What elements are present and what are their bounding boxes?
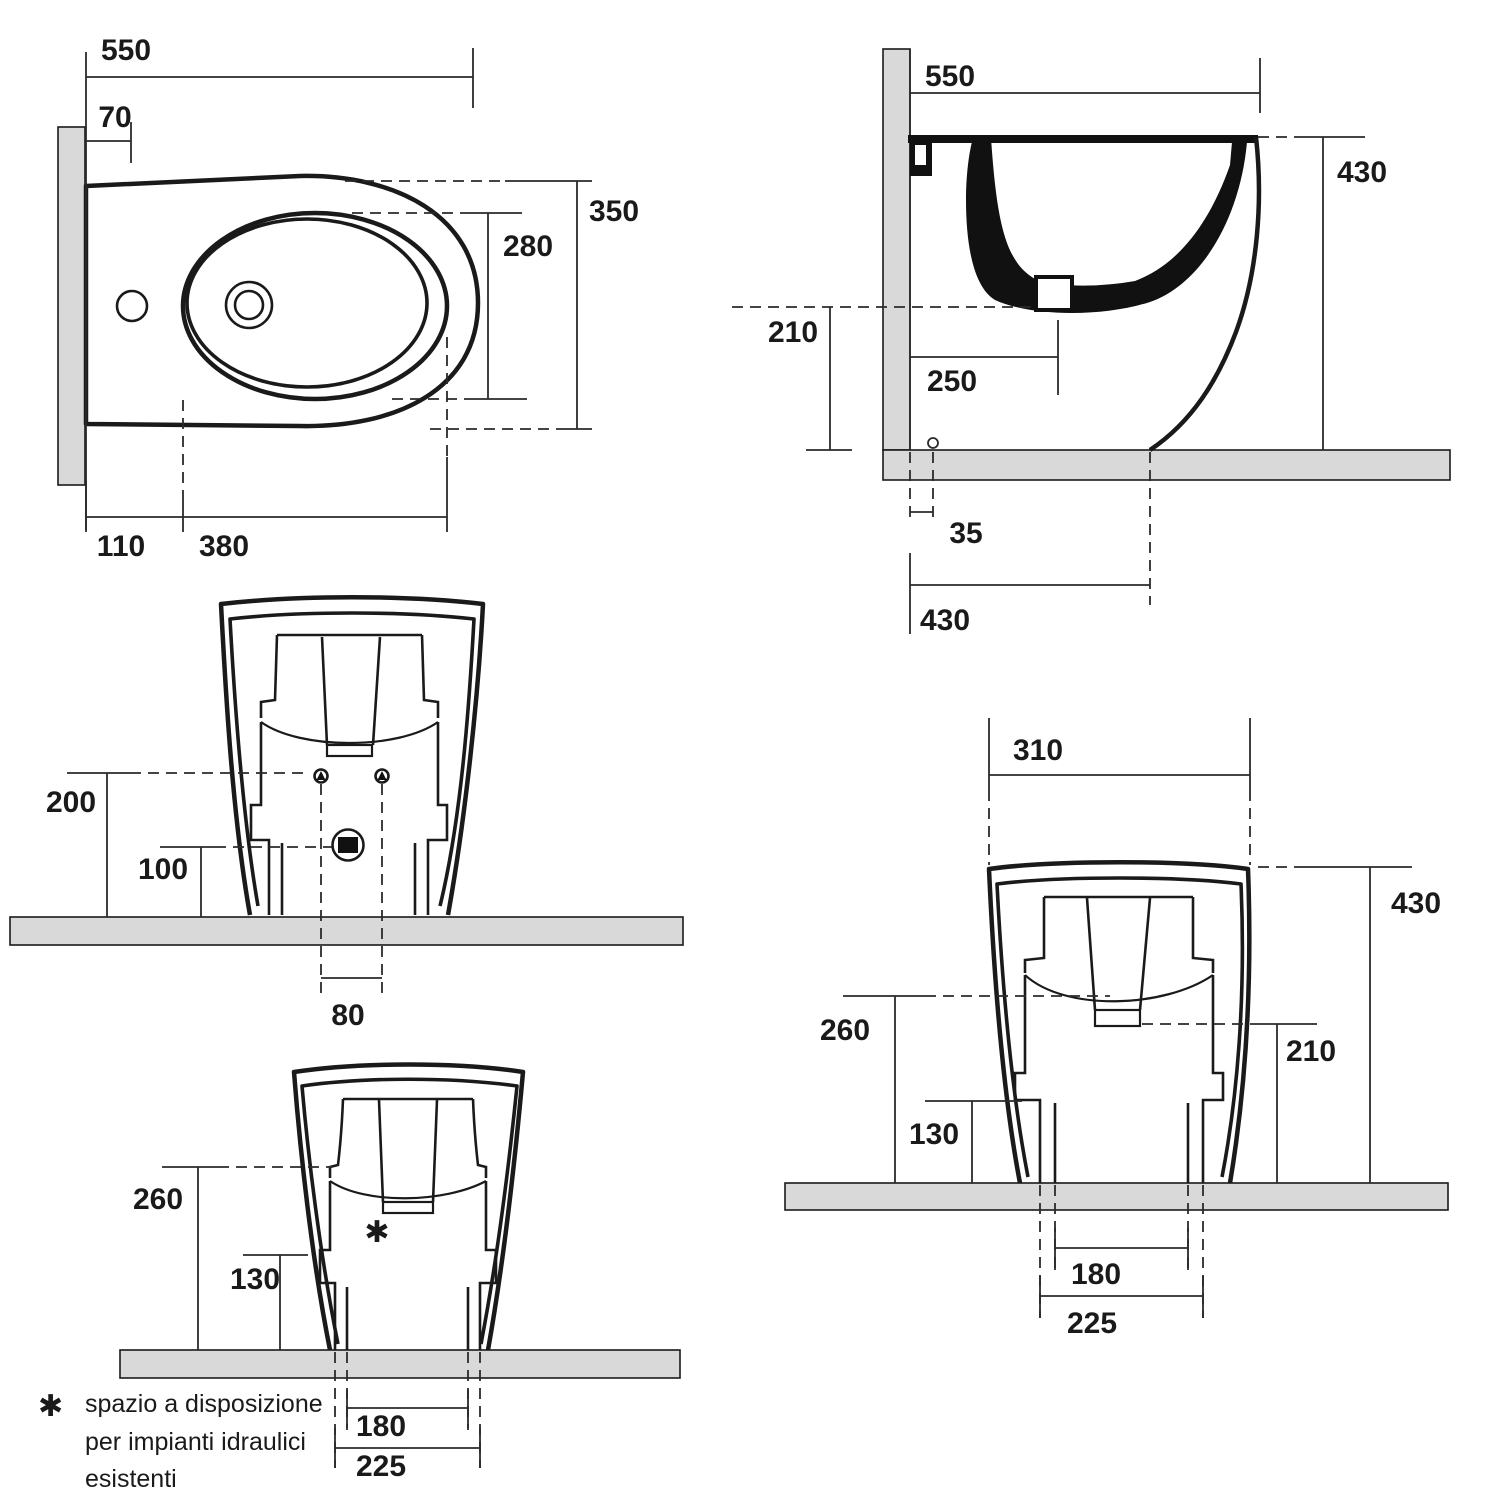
footnote-line1: spazio a disposizione: [85, 1390, 323, 1418]
dim-label-110: 110: [96, 530, 146, 563]
wall-section-side: [883, 49, 910, 450]
bowl-oval: [187, 219, 427, 387]
drain-hole-outer: [226, 282, 272, 328]
back-bracket-slot: [915, 145, 926, 165]
dim-label-210-right: 210: [1285, 1035, 1337, 1068]
drain-outlet-section: [1036, 277, 1072, 310]
wall-section-plan: [58, 127, 85, 485]
dim-label-130-left: 130: [229, 1263, 281, 1296]
dim-label-550-side: 550: [924, 60, 976, 93]
drain-square-rear: [338, 837, 358, 853]
footnote-marker: ✱: [38, 1389, 64, 1424]
plan-view: [58, 34, 639, 563]
floor-section-front-right: [785, 1183, 1448, 1210]
dim-200-group: [67, 773, 310, 917]
drain-hole-inner: [235, 291, 263, 319]
bowl-wall-section: [966, 138, 1247, 313]
dim-label-225-right: 225: [1066, 1307, 1118, 1340]
dim-label-430-depth: 430: [919, 604, 971, 637]
dim-label-310: 310: [1012, 734, 1064, 767]
floor-section-side: [883, 450, 1450, 480]
rim-oval: [183, 213, 447, 399]
inner-column-front-right: [1015, 897, 1223, 1183]
vessel-inner-front-right: [997, 878, 1242, 1177]
dim-label-80: 80: [331, 999, 365, 1032]
dim-label-35: 35: [949, 517, 983, 550]
faucet-hole: [117, 291, 147, 321]
floor-section-rear: [10, 917, 683, 945]
dim-label-550-plan: 550: [100, 34, 152, 67]
plumbing-space-marker: ✱: [364, 1215, 390, 1250]
floor-section-front-left: [120, 1350, 680, 1378]
dim-110-380-group: [86, 337, 447, 532]
front-view-right: [785, 718, 1448, 1340]
dim-label-430-height: 430: [1336, 156, 1388, 189]
dim-label-200: 200: [45, 786, 97, 819]
dim-80-group: [321, 784, 382, 1000]
dim-430-right-group: [1258, 867, 1412, 1183]
dim-label-130-right: 130: [908, 1118, 960, 1151]
dim-label-180-right: 180: [1070, 1258, 1122, 1291]
side-section-view: [732, 49, 1450, 637]
rear-view: [10, 597, 683, 1032]
dim-label-280: 280: [502, 230, 554, 263]
front-view-left: [120, 1065, 680, 1484]
dim-label-260-left: 260: [132, 1183, 184, 1216]
footnote-line2: per impianti idraulici: [85, 1428, 306, 1456]
footnote: [38, 1389, 323, 1493]
dim-label-210-side: 210: [767, 316, 819, 349]
dim-label-225-left: 225: [355, 1450, 407, 1483]
dim-350-group: [345, 181, 592, 429]
dim-260-right-group: [843, 996, 1110, 1183]
fixing-mark-left: [317, 771, 326, 780]
fixing-mark-right: [378, 771, 387, 780]
fixing-hole-side: [928, 438, 938, 448]
inner-column-front-left: [320, 1099, 496, 1350]
dim-label-430-right: 430: [1390, 887, 1442, 920]
dim-label-100: 100: [137, 853, 189, 886]
vessel-outer-front-right: [989, 862, 1249, 1183]
dim-label-350: 350: [588, 195, 640, 228]
dim-label-380: 380: [198, 530, 250, 563]
dim-label-250: 250: [926, 365, 978, 398]
footnote-line3: esistenti: [85, 1465, 177, 1493]
dim-label-260-right: 260: [819, 1014, 871, 1047]
dim-label-70: 70: [98, 101, 132, 134]
dim-label-180-left: 180: [355, 1410, 407, 1443]
inner-column-rear: [251, 635, 447, 915]
